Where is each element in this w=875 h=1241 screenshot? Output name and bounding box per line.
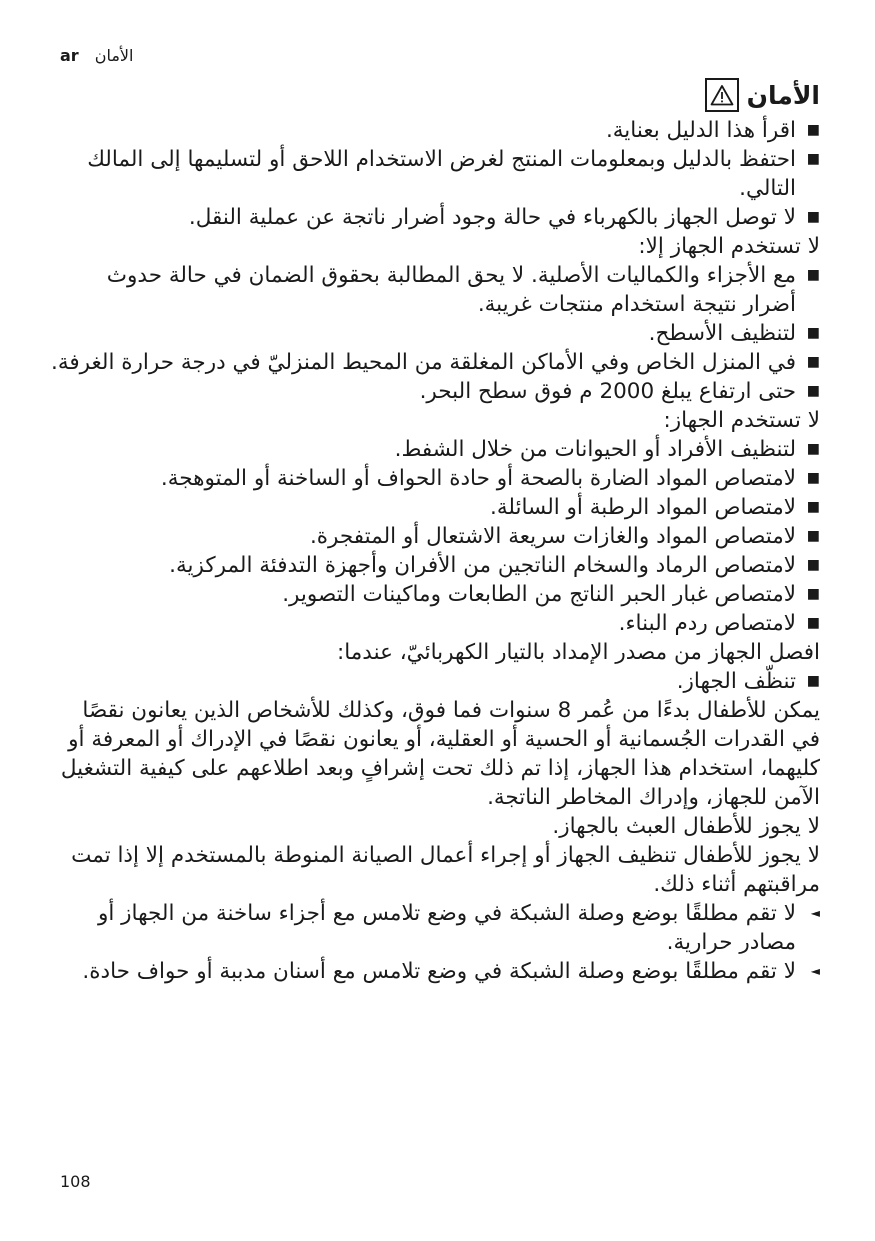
- section-title-row: [705, 78, 820, 112]
- list-item: [50, 116, 820, 145]
- square-bullet-icon: [796, 551, 820, 580]
- instruction-list: [50, 899, 820, 986]
- list-item: [50, 899, 820, 957]
- list-item: [50, 145, 820, 203]
- list-item-text: تنظّف الجهاز.: [676, 669, 796, 694]
- list-item: [50, 377, 820, 406]
- paragraph: لا تستخدم الجهاز إلا:: [638, 234, 820, 259]
- paragraph: لا تستخدم الجهاز:: [663, 408, 820, 433]
- triangle-bullet-icon: [796, 899, 820, 928]
- square-bullet-icon: [796, 667, 820, 696]
- square-bullet-icon: [796, 464, 820, 493]
- warning-icon: [705, 78, 739, 112]
- list-item-text: لامتصاص المواد الرطبة أو السائلة.: [490, 495, 796, 520]
- safety-content: [50, 116, 820, 986]
- paragraph: يمكن للأطفال بدءًا من عُمر 8 سنوات فما فوق، وكذلك للأشخاص الذين يعانون نقصًا في القدرات الجُسمانية أو الحسية أو العقلية، أو يعانون نقصًا في الإدراك أو المعرفة أو كليهما، استخدام هذا الجهاز، إذا تم ذلك تحت إشرافٍ وبعد اطلاعهم على كيفية التشغيل الآمن للجهاز، وإدراك المخاطر الناتجة.: [60, 698, 820, 810]
- bullet-list: [50, 116, 820, 232]
- page-number: 108: [60, 1172, 91, 1191]
- list-item: [50, 464, 820, 493]
- bullet-list: [50, 435, 820, 638]
- paragraph: افصل الجهاز من مصدر الإمداد بالتيار الكهربائيّ، عندما:: [336, 640, 820, 665]
- square-bullet-icon: [796, 319, 820, 348]
- list-item: [50, 551, 820, 580]
- list-item: [50, 261, 820, 319]
- list-item: [50, 348, 820, 377]
- list-item-text: احتفظ بالدليل وبمعلومات المنتج لغرض الاستخدام اللاحق أو لتسليمها إلى المالك التالي.: [87, 147, 796, 201]
- page-title: الأمان: [746, 80, 820, 110]
- list-item: [50, 435, 820, 464]
- list-item-text: لا تقم مطلقًا بوضع وصلة الشبكة في وضع تلامس مع أسنان مدببة أو حواف حادة.: [82, 959, 796, 984]
- square-bullet-icon: [796, 116, 820, 145]
- list-item: [50, 522, 820, 551]
- list-item-text: في المنزل الخاص وفي الأماكن المغلقة من المحيط المنزليّ في درجة حرارة الغرفة.: [51, 350, 796, 375]
- square-bullet-icon: [796, 261, 820, 290]
- language-code: ar: [60, 46, 79, 65]
- list-item: [50, 319, 820, 348]
- bullet-list: [50, 261, 820, 406]
- square-bullet-icon: [796, 377, 820, 406]
- square-bullet-icon: [796, 522, 820, 551]
- list-item-text: لامتصاص ردم البناء.: [618, 611, 796, 636]
- square-bullet-icon: [796, 580, 820, 609]
- list-item-text: اقرأ هذا الدليل بعناية.: [605, 118, 796, 143]
- list-item: [50, 609, 820, 638]
- list-item: [50, 957, 820, 986]
- list-item: [50, 580, 820, 609]
- square-bullet-icon: [796, 609, 820, 638]
- square-bullet-icon: [796, 435, 820, 464]
- square-bullet-icon: [796, 145, 820, 174]
- list-item-text: حتى ارتفاع يبلغ 2000 م فوق سطح البحر.: [419, 379, 796, 404]
- list-item-text: لا تقم مطلقًا بوضع وصلة الشبكة في وضع تلامس مع أجزاء ساخنة من الجهاز أو مصادر حرارية.: [97, 901, 796, 955]
- square-bullet-icon: [796, 493, 820, 522]
- list-item: [50, 667, 820, 696]
- list-item: [50, 203, 820, 232]
- paragraph: لا يجوز للأطفال تنظيف الجهاز أو إجراء أعمال الصيانة المنوطة بالمستخدم إلا إذا تمت مراقبتهم أثناء ذلك.: [71, 843, 820, 897]
- list-item-text: لامتصاص غبار الحبر الناتج من الطابعات وماكينات التصوير.: [282, 582, 796, 607]
- square-bullet-icon: [796, 203, 820, 232]
- list-item-text: لامتصاص الرماد والسخام الناتجين من الأفران وأجهزة التدفئة المركزية.: [169, 553, 796, 578]
- paragraph: لا يجوز للأطفال العبث بالجهاز.: [552, 814, 820, 839]
- list-item-text: لتنظيف الأسطح.: [648, 321, 796, 346]
- list-item-text: لامتصاص المواد والغازات سريعة الاشتعال أو المتفجرة.: [309, 524, 796, 549]
- list-item: [50, 493, 820, 522]
- list-item-text: مع الأجزاء والكماليات الأصلية. لا يحق المطالبة بحقوق الضمان في حالة حدوث أضرار نتيجة استخدام منتجات غريبة.: [106, 263, 796, 317]
- bullet-list: [50, 667, 820, 696]
- list-item-text: لتنظيف الأفراد أو الحيوانات من خلال الشفط.: [394, 437, 796, 462]
- header-section-title: الأمان: [94, 46, 134, 65]
- triangle-bullet-icon: [796, 957, 820, 986]
- list-item-text: لا توصل الجهاز بالكهرباء في حالة وجود أضرار ناتجة عن عملية النقل.: [188, 205, 796, 230]
- list-item-text: لامتصاص المواد الضارة بالصحة أو حادة الحواف أو الساخنة أو المتوهجة.: [160, 466, 796, 491]
- square-bullet-icon: [796, 348, 820, 377]
- page-header: [60, 46, 133, 65]
